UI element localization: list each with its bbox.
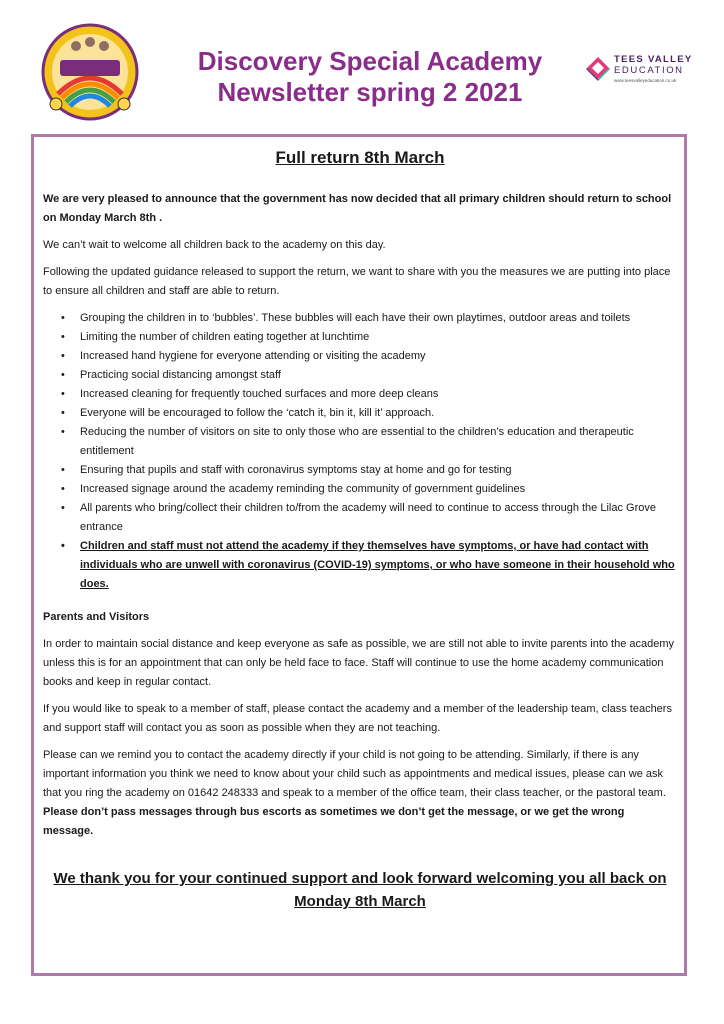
tve-diamond-icon (586, 56, 610, 82)
tees-valley-education-logo (586, 52, 696, 88)
bullet-icon: • (61, 502, 65, 514)
title-line-1: Discovery Special Academy (197, 46, 543, 76)
bullet-icon: • (61, 388, 65, 400)
paragraph-contact-staff: If you would like to speak to a member of staff, please contact the academy and a member of the leadership team, class teachers and support staff will contact you as soon as possible when they are not teaching. (43, 703, 672, 734)
tve-url: www.teesvalleyeducation.co.uk (614, 78, 677, 83)
intro-paragraph: We are very pleased to announce that the government has now decided that all primary children should return to school on Monday March 8th . (43, 193, 672, 224)
tve-line-2: EDUCATION (614, 65, 684, 76)
title-line-2: Newsletter spring 2 2021 (217, 77, 523, 107)
list-item-important: • Children and staff must not attend the academy if they themselves have symptoms, or have had contact with individuals who are unwell with coronavirus (COVID-19) symptoms, or who have someone in their household who does. (43, 537, 677, 594)
list-item: • Reducing the number of visitors on site to only those who are essential to the children’s education and therapeutic entitlement (43, 423, 677, 461)
list-item: • Limiting the number of children eating together at lunchtime (43, 328, 677, 347)
closing-message: We thank you for your continued support and look forward welcoming you all back on Monday 8th March (53, 870, 667, 910)
section-heading-parents: Parents and Visitors (43, 611, 150, 623)
paragraph-guidance: Following the updated guidance released to support the return, we want to share with you the measures we are putting into place to ensure all children and staff are able to return. (43, 266, 671, 297)
bullet-icon: • (61, 369, 65, 381)
list-item: • Practicing social distancing amongst staff (43, 366, 677, 385)
bullet-icon: • (61, 407, 65, 419)
article (43, 146, 677, 913)
bullet-icon: • (61, 483, 65, 495)
bullet-icon: • (61, 331, 65, 343)
academy-logo (40, 22, 140, 122)
paragraph-welcome: We can’t wait to welcome all children back to the academy on this day. (43, 239, 386, 251)
bullet-icon: • (61, 540, 65, 552)
measures-list (43, 309, 677, 594)
list-item: • Increased cleaning for frequently touched surfaces and more deep cleans (43, 385, 677, 404)
bullet-icon: • (61, 426, 65, 438)
paragraph-attendance: Please can we remind you to contact the academy directly if your child is not going to be attending. Similarly, if there is any important information you think we need to know about your child such as appointments and medical issues, please can we ask that you ring the academy on 01642 248333 and speak to a member of the office team, their class teacher, or the pastoral team. Please don’t pass messages through bus escorts as sometimes we don’t get the message, or we get the wrong message. (43, 749, 666, 837)
list-item: • Increased signage around the academy reminding the community of government guidelines (43, 480, 677, 499)
bullet-icon: • (61, 350, 65, 362)
bullet-icon: • (61, 312, 65, 324)
list-item: • Ensuring that pupils and staff with coronavirus symptoms stay at home and go for testing (43, 461, 677, 480)
paragraph-social-distance: In order to maintain social distance and keep everyone as safe as possible, we are still not able to invite parents into the academy unless this is for an appointment that can only be held face to face. Staff will continue to use the home academy communication books and keep in regular contact. (43, 638, 675, 688)
list-item: • Everyone will be encouraged to follow the ‘catch it, bin it, kill it’ approach. (43, 404, 677, 423)
article-heading: Full return 8th March (275, 148, 445, 167)
newsletter-title (160, 46, 580, 108)
bullet-icon: • (61, 464, 65, 476)
list-item: • All parents who bring/collect their children to/from the academy will need to continue to access through the Lilac Grove entrance (43, 499, 677, 537)
list-item: • Increased hand hygiene for everyone attending or visiting the academy (43, 347, 677, 366)
list-item: • Grouping the children in to ‘bubbles’. These bubbles will each have their own playtimes, outdoor areas and toilets (43, 309, 677, 328)
tve-line-1: TEES VALLEY (614, 54, 693, 65)
